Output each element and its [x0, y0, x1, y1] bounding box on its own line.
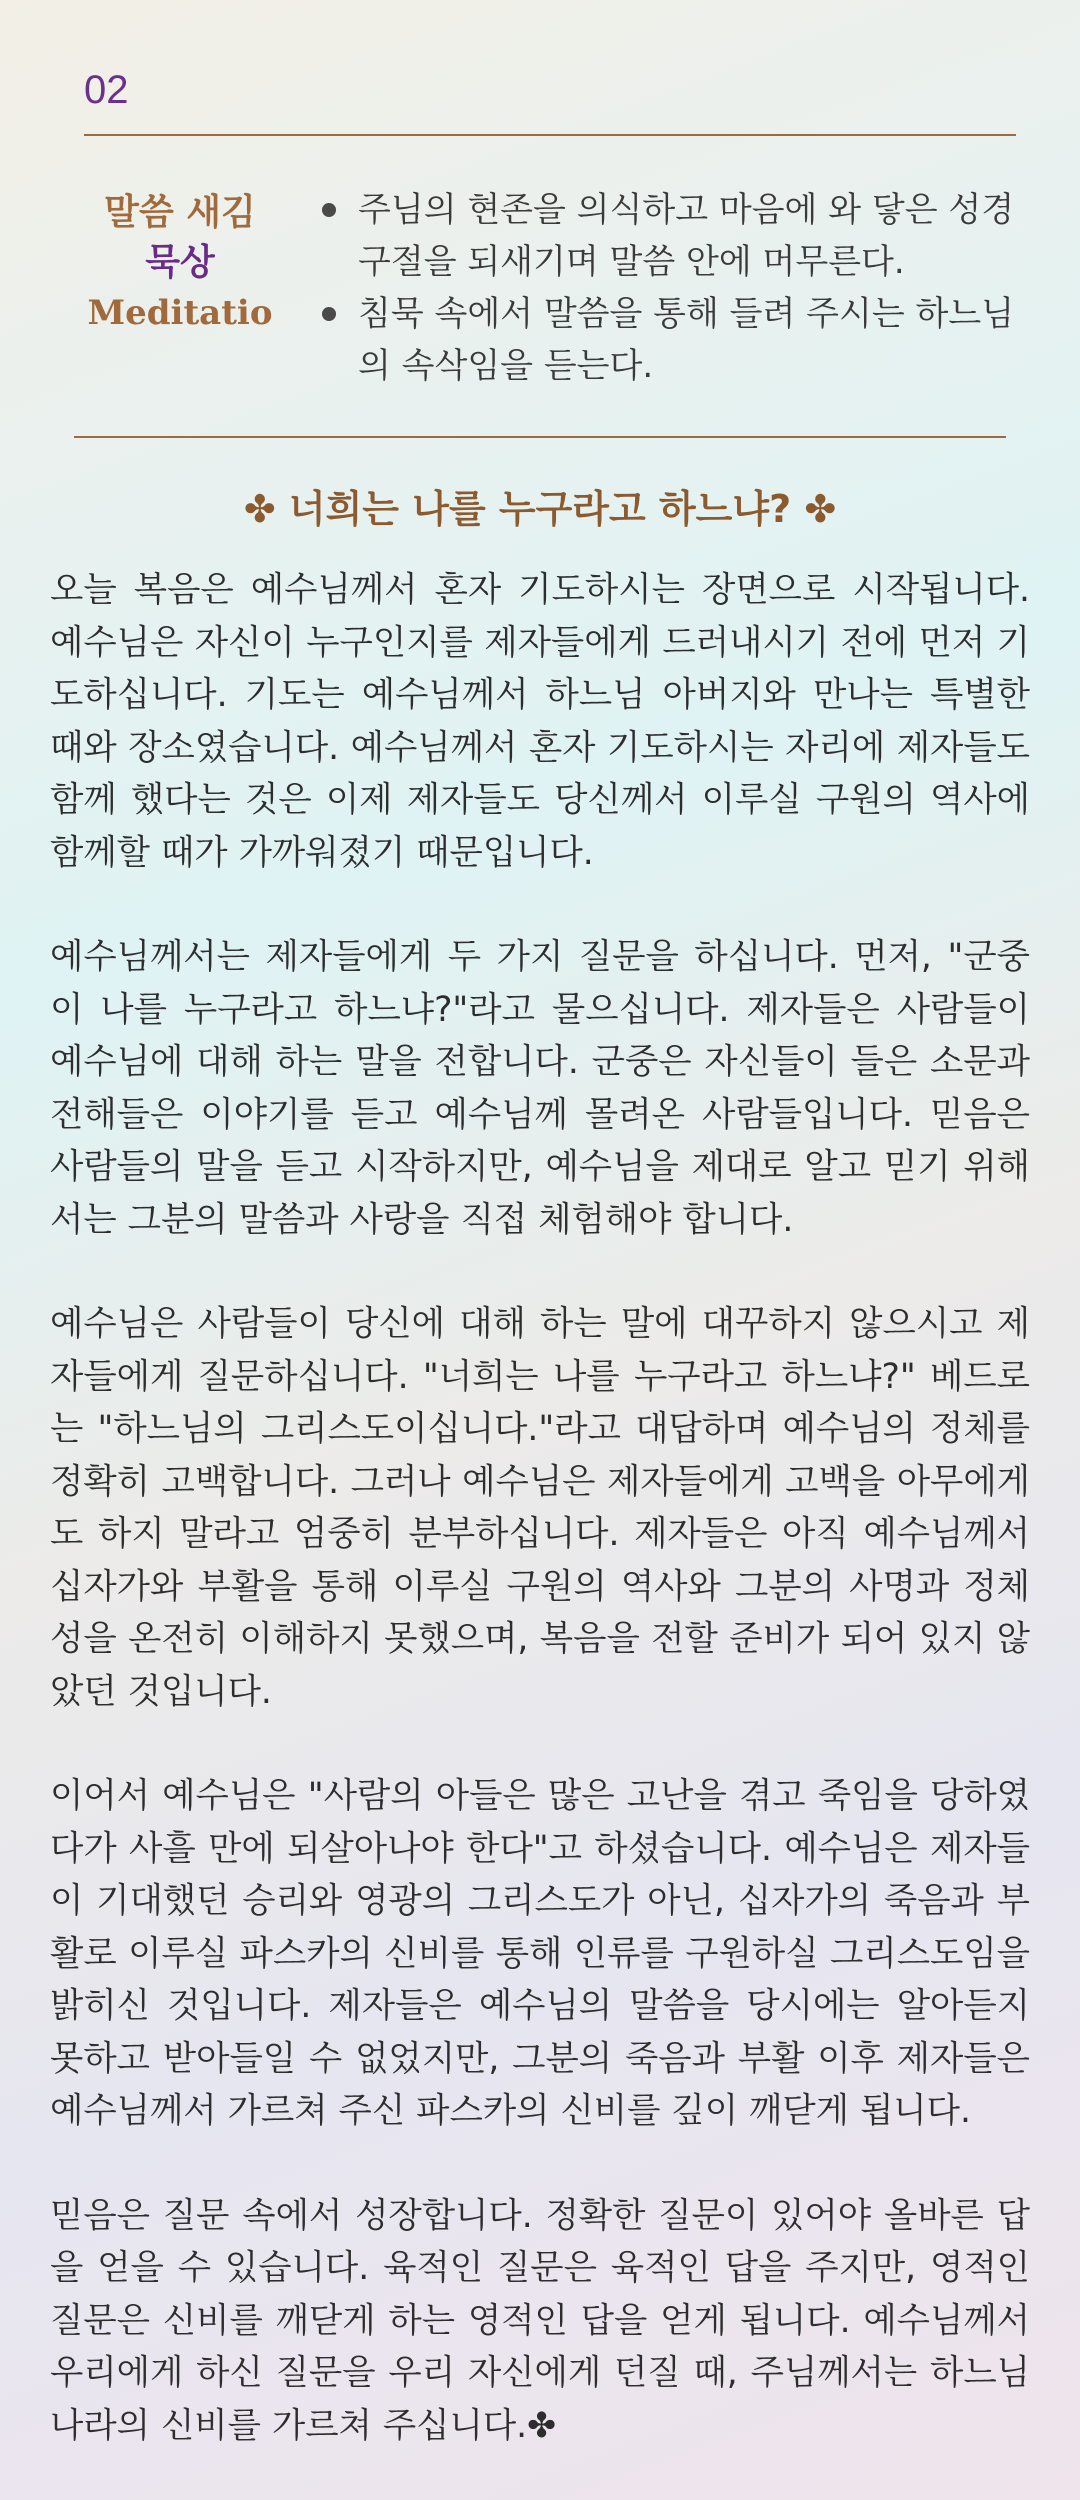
label-line-3: Meditatio	[87, 293, 273, 333]
reflection-body	[50, 564, 1030, 2452]
top-divider	[84, 134, 1016, 136]
guidance-list	[316, 184, 1016, 392]
label-line-1: 말씀 새김	[104, 192, 256, 233]
paragraph: 오늘 복음은 예수님께서 혼자 기도하시는 장면으로 시작됩니다. 예수님은 자신이 누구인지를 제자들에게 드러내시기 전에 먼저 기도하십니다. 기도는 예수님께서 하느님 아버지와 만나는 특별한 때와 장소였습니다. 예수님께서 혼자 기도하시는 자리에 제자들도 함께 했다는 것은 이제 제자들도 당신께서 이루실 구원의 역사에 함께할 때가 가까워졌기 때문입니다.	[50, 570, 1030, 873]
guidance-item: 주님의 현존을 의식하고 마음에 와 닿은 성경구절을 되새기며 말씀 안에 머무른다.	[316, 184, 1016, 288]
paragraph: 예수님께서는 제자들에게 두 가지 질문을 하십니다. 먼저, "군중이 나를 누구라고 하느냐?"라고 물으십니다. 제자들은 사람들이 예수님에 대해 하는 말을 전합니다. 군중은 자신들이 들은 소문과 전해들은 이야기를 듣고 예수님께 몰려온 사람들입니다. 믿음은 사람들의 말을 듣고 시작하지만, 예수님을 제대로 알고 믿기 위해서는 그분의 말씀과 사랑을 직접 체험해야 합니다.	[50, 937, 1030, 1240]
guidance-item: 침묵 속에서 말씀을 통해 들려 주시는 하느님의 속삭임을 듣는다.	[316, 288, 1016, 392]
middle-divider	[74, 436, 1006, 438]
reflection-title: ✤ 너희는 나를 누구라고 하느냐? ✤	[243, 487, 837, 531]
label-line-2: 묵상	[145, 242, 215, 283]
section-number: 02	[84, 68, 129, 112]
paragraph: 이어서 예수님은 "사람의 아들은 많은 고난을 겪고 죽임을 당하였다가 사흘 만에 되살아나야 한다"고 하셨습니다. 예수님은 제자들이 기대했던 승리와 영광의 그리스도가 아닌, 십자가의 죽음과 부활로 이루실 파스카의 신비를 통해 인류를 구원하실 그리스도임을 밝히신 것입니다. 제자들은 예수님의 말씀을 당시에는 알아듣지 못하고 받아들일 수 없었지만, 그분의 죽음과 부활 이후 제자들은 예수님께서 가르쳐 주신 파스카의 신비를 깊이 깨닫게 됩니다.	[50, 1776, 1030, 2131]
paragraph: 믿음은 질문 속에서 성장합니다. 정확한 질문이 있어야 올바른 답을 얻을 수 있습니다. 육적인 질문은 육적인 답을 주지만, 영적인 질문은 신비를 깨닫게 하는 영적인 답을 얻게 됩니다. 예수님께서 우리에게 하신 질문을 우리 자신에게 던질 때, 주님께서는 하느님 나라의 신비를 가르쳐 주십니다.✤	[50, 2195, 1030, 2446]
step-label	[84, 188, 276, 338]
paragraph: 예수님은 사람들이 당신에 대해 하는 말에 대꾸하지 않으시고 제자들에게 질문하십니다. "너희는 나를 누구라고 하느냐?" 베드로는 "하느님의 그리스도이십니다."라고 대답하며 예수님의 정체를 정확히 고백합니다. 그러나 예수님은 제자들에게 고백을 아무에게도 하지 말라고 엄중히 분부하십니다. 제자들은 아직 예수님께서 십자가와 부활을 통해 이루실 구원의 역사와 그분의 사명과 정체성을 온전히 이해하지 못했으며, 복음을 전할 준비가 되어 있지 않았던 것입니다.	[50, 1304, 1030, 1712]
